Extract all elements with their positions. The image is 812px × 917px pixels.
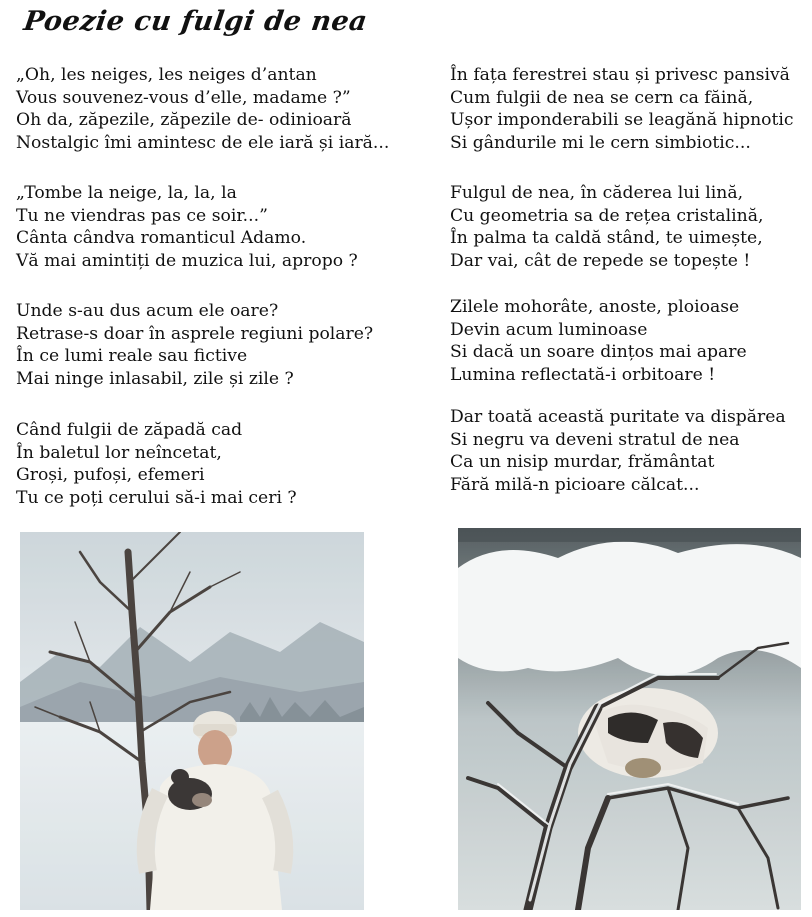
poem-line: Groși, pufoși, efemeri bbox=[16, 465, 205, 485]
poem-line: În palma ta caldă stând, te uimește, bbox=[450, 228, 763, 248]
stanza bbox=[16, 182, 358, 272]
photo-woman-with-cat-image bbox=[20, 532, 364, 910]
stanza bbox=[450, 406, 786, 496]
poem-line: Devin acum luminoase bbox=[450, 319, 648, 340]
poem-line: Cânta cândva romanticul Adamo. bbox=[16, 228, 307, 248]
poem-line: Si gândurile mi le cern simbiotic... bbox=[450, 132, 751, 153]
poem-line: Fulgul de nea, în căderea lui lină, bbox=[450, 183, 744, 203]
poem-line: Nostalgic îmi amintesc de ele iară și iară... bbox=[16, 132, 390, 153]
poem-line: Tu ce poți cerului să-i mai ceri ? bbox=[16, 487, 297, 508]
photo-woman-with-cat bbox=[20, 532, 364, 910]
stanza bbox=[16, 419, 297, 509]
photo-snowy-branches-with-cat-image bbox=[458, 528, 801, 910]
poem-line: Lumina reflectată-i orbitoare ! bbox=[450, 364, 716, 385]
poem-line: Vous souvenez-vous d’elle, madame ?” bbox=[16, 87, 351, 108]
poem-line: „Tombe la neige, la, la, la bbox=[16, 183, 237, 203]
poem-line: Ușor imponderabili se leagănă hipnotic bbox=[450, 110, 794, 130]
page-title: Poezie cu fulgi de nea bbox=[21, 6, 370, 37]
poem-line: În ce lumi reale sau fictive bbox=[16, 346, 248, 366]
poem-line: Si negru va deveni stratul de nea bbox=[450, 429, 740, 450]
poem-line: Cum fulgii de nea se cern ca făină, bbox=[450, 87, 754, 108]
stanza bbox=[450, 182, 763, 272]
poem-line: Oh da, zăpezile, zăpezile de- odinioară bbox=[16, 110, 352, 130]
poem-line: Când fulgii de zăpadă cad bbox=[16, 420, 243, 440]
poem-line: Unde s-au dus acum ele oare? bbox=[16, 301, 279, 321]
stanza bbox=[16, 300, 373, 390]
poem-line: Mai ninge inlasabil, zile și zile ? bbox=[16, 368, 294, 389]
poem-line: Retrase-s doar în asprele regiuni polare? bbox=[16, 323, 374, 344]
poem-line: Zilele mohorâte, anoste, ploioase bbox=[450, 297, 740, 317]
stanza bbox=[450, 64, 794, 154]
poem-line: „Oh, les neiges, les neiges d’antan bbox=[16, 65, 317, 85]
poem-line: Ca un nisip murdar, frământat bbox=[450, 452, 715, 472]
photo-snowy-branches-with-cat bbox=[458, 528, 801, 910]
poem-line: Tu ne viendras pas ce soir...” bbox=[16, 205, 268, 226]
poem-line: Cu geometria sa de rețea cristalină, bbox=[450, 205, 764, 226]
stanza bbox=[16, 64, 389, 154]
poem-line: Vă mai amintiți de muzica lui, apropo ? bbox=[16, 250, 358, 271]
poem-line: Fără milă-n picioare călcat... bbox=[450, 474, 700, 495]
poem-right-column bbox=[450, 0, 812, 520]
stanza bbox=[450, 296, 747, 386]
poem-line: Si dacă un soare dințos mai apare bbox=[450, 342, 747, 362]
poem-line: În baletul lor neîncetat, bbox=[16, 442, 222, 463]
poem-line: Dar vai, cât de repede se topește ! bbox=[450, 250, 751, 271]
poem-line: În fața ferestrei stau și privesc pansivă bbox=[450, 65, 790, 85]
poem-line: Dar toată această puritate va dispărea bbox=[450, 407, 786, 427]
